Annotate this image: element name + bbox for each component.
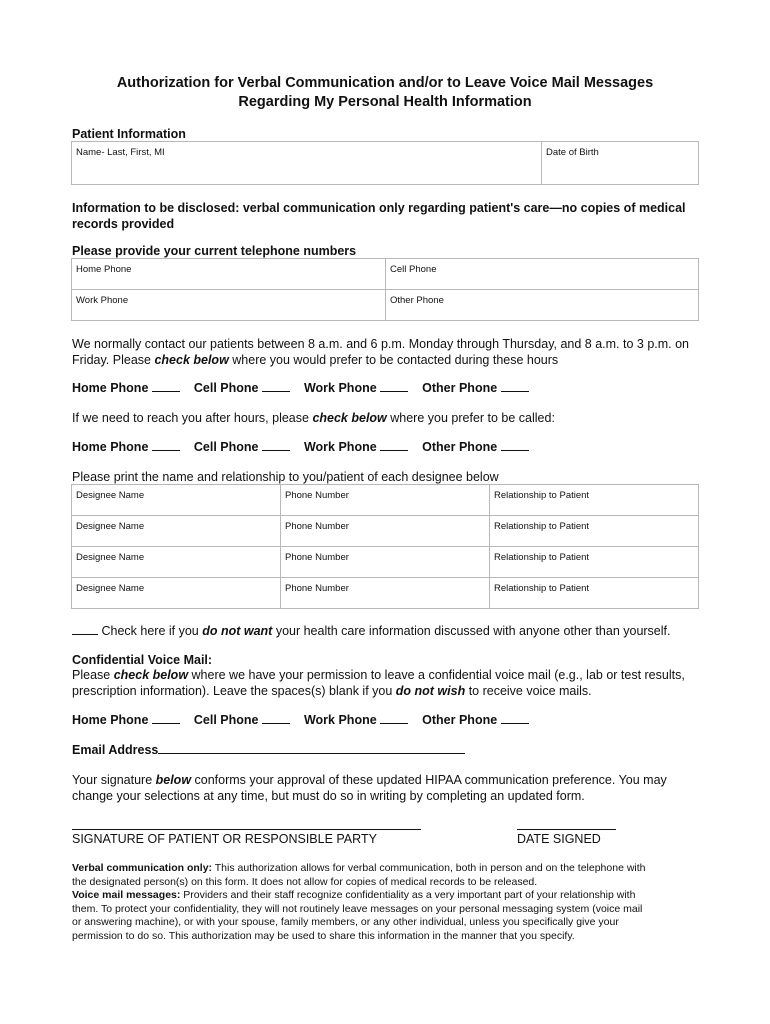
designee-phone-label: Phone Number — [285, 583, 349, 594]
designee-name-field[interactable] — [72, 485, 281, 516]
voicemail-choices — [72, 713, 543, 727]
after-hours-text-end: where you prefer to be called: — [386, 411, 555, 425]
after-hours-work-choice[interactable] — [304, 440, 408, 454]
checkbox-blank[interactable] — [152, 714, 180, 724]
patient-info-table — [71, 141, 699, 185]
verbal-footnote-line-2: the designated person(s) on this form. It does not allow for copies of medical records to be released. — [72, 875, 538, 888]
footnotes — [72, 862, 712, 943]
email-address-input-line[interactable] — [158, 744, 465, 754]
voicemail-home-choice[interactable] — [72, 713, 180, 727]
designee-phone-label: Phone Number — [285, 490, 349, 501]
voicemail-text-end: to receive voice mails. — [465, 683, 592, 698]
checkbox-blank[interactable] — [262, 441, 290, 451]
designee-phone-field[interactable] — [281, 516, 490, 547]
after-hours-home-choice[interactable] — [72, 440, 180, 454]
after-hours-text: If we need to reach you after hours, please — [72, 411, 313, 425]
disclosure-line-2: records provided — [72, 217, 175, 231]
signature-note-text-end: conforms your approval of these updated HIPAA communication preference. You may — [191, 773, 667, 787]
contact-hours-line-2 — [72, 353, 702, 369]
signature-line[interactable] — [72, 829, 421, 830]
daytime-contact-choices — [72, 381, 543, 395]
form-title-line-1: Authorization for Verbal Communication and/or to Leave Voice Mail Messages — [116, 75, 654, 91]
designees-table — [71, 484, 699, 609]
date-signed-line[interactable] — [517, 829, 616, 830]
contact-hours-paragraph — [72, 337, 702, 368]
checkbox-blank[interactable] — [380, 382, 408, 392]
checkbox-blank[interactable] — [262, 382, 290, 392]
signature-note-line-2: change your selections at any time, but must do so in writing by completing an updated form. — [72, 788, 585, 803]
choice-label: Home Phone — [72, 440, 149, 454]
after-hours-emphasis: check below — [312, 411, 387, 425]
contact-hours-text-end: where you would prefer to be contacted during these hours — [228, 352, 559, 367]
no-discussion-option — [72, 624, 670, 640]
contact-hours-emphasis: check below — [154, 352, 229, 367]
choice-label: Work Phone — [303, 440, 377, 454]
phone-numbers-table — [71, 258, 699, 321]
voicemail-work-choice[interactable] — [304, 713, 408, 727]
date-of-birth-label: Date of Birth — [546, 147, 599, 158]
voicemail-heading: Confidential Voice Mail: — [72, 653, 213, 667]
checkbox-blank[interactable] — [262, 714, 290, 724]
designee-phone-field[interactable] — [281, 485, 490, 516]
designees-intro: Please print the name and relationship to you/patient of each designee below — [72, 470, 499, 484]
daytime-other-choice[interactable] — [422, 381, 529, 395]
daytime-cell-choice[interactable] — [194, 381, 290, 395]
choice-label: Work Phone — [303, 713, 377, 727]
designee-name-field[interactable] — [72, 516, 281, 547]
signature-note — [72, 773, 702, 804]
checkbox-blank[interactable] — [380, 441, 408, 451]
work-phone-label: Work Phone — [76, 295, 129, 306]
designee-relationship-field[interactable] — [490, 485, 699, 516]
cell-phone-label: Cell Phone — [390, 264, 437, 275]
disclosure-line-1: Information to be disclosed: verbal communication only regarding patient's care—no copies of medical — [72, 201, 686, 215]
checkbox-blank[interactable] — [501, 441, 529, 451]
work-phone-field[interactable] — [72, 290, 386, 321]
phones-heading: Please provide your current telephone numbers — [72, 244, 357, 258]
voicemail-footnote-line-4: permission to do so. This authorization may be used to share this information in the manner that you specify. — [72, 929, 575, 942]
date-signed-label: DATE SIGNED — [517, 832, 601, 846]
voicemail-text-end: where we have your permission to leave a confidential voice mail (e.g., lab or test results, — [188, 668, 685, 682]
other-phone-label: Other Phone — [390, 295, 444, 306]
after-hours-other-choice[interactable] — [422, 440, 529, 454]
designee-relationship-label: Relationship to Patient — [494, 552, 590, 563]
designee-relationship-label: Relationship to Patient — [494, 521, 590, 532]
voicemail-instructions — [72, 668, 702, 699]
choice-label: Work Phone — [303, 381, 377, 395]
voicemail-line-2 — [72, 684, 702, 700]
email-address-label: Email Address — [72, 743, 159, 757]
designee-name-label: Designee Name — [76, 521, 145, 532]
home-phone-field[interactable] — [72, 259, 386, 290]
no-discussion-checkbox-blank[interactable] — [72, 625, 98, 635]
designee-relationship-field[interactable] — [490, 547, 699, 578]
choice-label: Other Phone — [422, 381, 498, 395]
designee-name-label: Designee Name — [76, 490, 145, 501]
signature-note-text: Your signature — [72, 773, 156, 787]
designee-phone-label: Phone Number — [285, 521, 349, 532]
choice-label: Home Phone — [72, 381, 149, 395]
patient-name-label: Name- Last, First, MI — [76, 147, 165, 158]
choice-label: Other Phone — [422, 440, 498, 454]
after-hours-contact-choices — [72, 440, 543, 454]
choice-label: Other Phone — [422, 713, 498, 727]
checkbox-blank[interactable] — [152, 441, 180, 451]
voicemail-other-choice[interactable] — [422, 713, 529, 727]
designee-phone-field[interactable] — [281, 547, 490, 578]
voicemail-footnote-text: Providers and their staff recognize confidentiality as a very important part of your relationship with — [180, 889, 636, 901]
voicemail-text: prescription information). Leave the spaces(s) blank if you — [72, 683, 396, 698]
designee-relationship-field[interactable] — [490, 516, 699, 547]
no-discussion-text-end: your health care information discussed with anyone other than yourself. — [272, 624, 671, 638]
designee-relationship-label: Relationship to Patient — [494, 583, 590, 594]
voicemail-footnote-line-1 — [72, 889, 712, 903]
after-hours-instruction — [72, 411, 555, 427]
voicemail-cell-choice[interactable] — [194, 713, 290, 727]
designee-name-label: Designee Name — [76, 583, 145, 594]
patient-info-heading: Patient Information — [72, 127, 186, 141]
voicemail-emphasis: do not wish — [395, 683, 466, 698]
form-title-line-2: Regarding My Personal Health Information — [238, 94, 532, 110]
email-address-field — [72, 743, 465, 757]
voicemail-line-1 — [72, 668, 702, 684]
choice-label: Home Phone — [72, 713, 149, 727]
verbal-footnote-text: This authorization allows for verbal communication, both in person and on the telephone with — [212, 862, 646, 874]
voicemail-footnote-heading: Voice mail messages: — [72, 889, 181, 901]
verbal-footnote-line-1 — [72, 862, 712, 876]
voicemail-footnote-line-3: or answering machine), or with your spouse, family members, or any other individual, unless you specifically give your — [72, 916, 619, 928]
designee-phone-label: Phone Number — [285, 552, 349, 563]
choice-label: Cell Phone — [193, 713, 259, 727]
designee-name-label: Designee Name — [76, 552, 145, 563]
choice-label: Cell Phone — [193, 381, 259, 395]
designee-relationship-field[interactable] — [490, 578, 699, 609]
daytime-home-choice[interactable] — [72, 381, 180, 395]
checkbox-blank[interactable] — [501, 382, 529, 392]
after-hours-cell-choice[interactable] — [194, 440, 290, 454]
checkbox-blank[interactable] — [501, 714, 529, 724]
designee-relationship-label: Relationship to Patient — [494, 490, 590, 501]
signature-label: SIGNATURE OF PATIENT OR RESPONSIBLE PARTY — [72, 832, 377, 846]
designee-name-field[interactable] — [72, 578, 281, 609]
verbal-footnote-heading: Verbal communication only: — [72, 862, 213, 874]
choice-label: Cell Phone — [193, 440, 259, 454]
checkbox-blank[interactable] — [152, 382, 180, 392]
disclosure-statement — [72, 200, 686, 232]
contact-hours-line-1: We normally contact our patients between 8 a.m. and 6 p.m. Monday through Thursday, and 8 a.m. to 3 p.m. on — [72, 337, 690, 351]
date-of-birth-field[interactable] — [542, 142, 699, 185]
other-phone-field[interactable] — [386, 290, 699, 321]
daytime-work-choice[interactable] — [304, 381, 408, 395]
voicemail-text: Please — [72, 668, 114, 682]
checkbox-blank[interactable] — [380, 714, 408, 724]
no-discussion-text: Check here if you — [98, 624, 203, 638]
designee-phone-field[interactable] — [281, 578, 490, 609]
designee-name-field[interactable] — [72, 547, 281, 578]
signature-note-line-1 — [72, 773, 702, 789]
patient-name-field[interactable] — [72, 142, 542, 185]
no-discussion-emphasis: do not want — [202, 624, 273, 638]
contact-hours-text: Friday. Please — [72, 352, 155, 367]
voicemail-footnote-line-2: them. To protect your confidentiality, they will not routinely leave messages on your personal messaging system (voice mail — [72, 902, 643, 915]
home-phone-label: Home Phone — [76, 264, 132, 275]
voicemail-emphasis: check below — [113, 668, 189, 682]
signature-note-emphasis: below — [155, 773, 192, 787]
cell-phone-field[interactable] — [386, 259, 699, 290]
